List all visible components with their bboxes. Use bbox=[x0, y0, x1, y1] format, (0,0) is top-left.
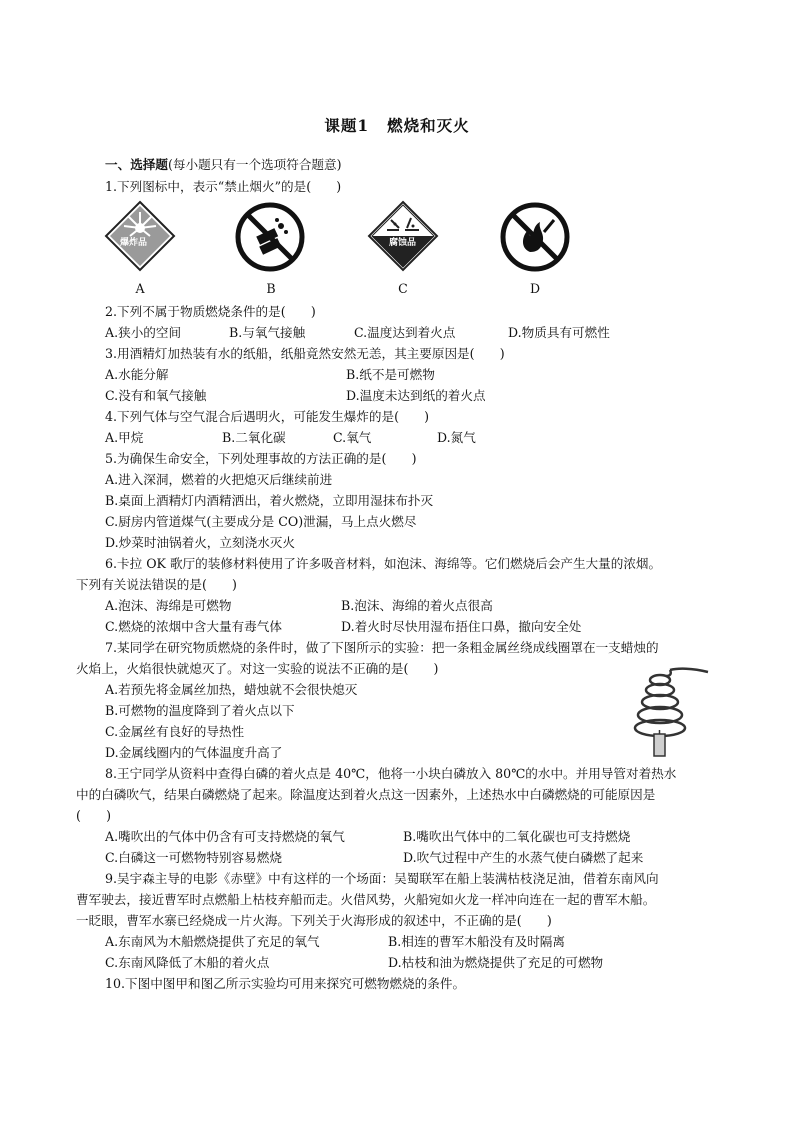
q8-option-d: D.吹气过程中产生的水蒸气使白磷燃了起来 bbox=[403, 850, 644, 865]
title-main: 课题1 bbox=[324, 116, 370, 135]
q4-stem: 4.下列气体与空气混合后遇明火，可能发生爆炸的是( ) bbox=[105, 409, 430, 424]
no-fire-sign-icon bbox=[500, 202, 570, 272]
coil-candle-illustration bbox=[632, 662, 712, 758]
q9-option-c: C.东南风降低了木船的着火点 bbox=[105, 955, 270, 970]
q8-option-b: B.嘴吹出气体中的二氧化碳也可支持燃烧 bbox=[403, 829, 631, 844]
q1-stem: 1.下列图标中，表示“禁止烟火”的是( ) bbox=[105, 179, 342, 194]
icon-c-letter: C bbox=[398, 281, 408, 296]
q6-option-c: C.燃烧的浓烟中含大量有毒气体 bbox=[105, 619, 282, 634]
q2-option-b: B.与氧气接触 bbox=[229, 325, 306, 340]
q2-option-c: C.温度达到着火点 bbox=[354, 325, 456, 340]
q4-option-c: C.氧气 bbox=[333, 430, 372, 445]
no-fireworks-sign-icon bbox=[235, 202, 305, 272]
icon-c-caption: 腐蚀品 bbox=[389, 238, 417, 248]
q7-stem-line1: 7.某同学在研究物质燃烧的条件时，做了下图所示的实验：把一条粗金属丝绕成线圈罩在一支蜡烛的 bbox=[105, 640, 659, 655]
q4-option-d: D.氮气 bbox=[437, 430, 476, 445]
icon-a-caption: 爆炸品 bbox=[120, 238, 148, 248]
q7-option-d: D.金属线圈内的气体温度升高了 bbox=[105, 745, 283, 760]
q7-option-a: A.若预先将金属丝加热，蜡烛就不会很快熄灭 bbox=[105, 682, 358, 697]
q3-option-a: A.水能分解 bbox=[105, 367, 169, 382]
page-title bbox=[0, 114, 794, 136]
q9-stem-line2: 曹军驶去，接近曹军时点燃船上枯枝弃船而走。火借风势，火船宛如火龙一样冲向连在一起的曹军木船。 bbox=[76, 892, 656, 907]
q5-option-b: B.桌面上酒精灯内酒精洒出，着火燃烧，立即用湿抹布扑灭 bbox=[105, 493, 434, 508]
q4-option-a: A.甲烷 bbox=[105, 430, 144, 445]
q9-stem-line1: 9.吴宇森主导的电影《赤壁》中有这样的一个场面：吴蜀联军在船上装满枯枝浇足油，借着东南风向 bbox=[105, 871, 659, 886]
q9-stem-line3: 一眨眼，曹军水寨已经烧成一片火海。下列关于火海形成的叙述中，不正确的是( ) bbox=[76, 913, 552, 928]
q2-option-d: D.物质具有可燃性 bbox=[508, 325, 610, 340]
q8-option-a: A.嘴吹出的气体中仍含有可支持燃烧的氧气 bbox=[105, 829, 345, 844]
q6-option-a: A.泡沫、海绵是可燃物 bbox=[105, 598, 232, 613]
section-label: 一、选择题 bbox=[105, 157, 168, 172]
q10-stem: 10.下图中图甲和图乙所示实验均可用来探究可燃物燃烧的条件。 bbox=[105, 976, 466, 991]
q3-option-d: D.温度未达到纸的着火点 bbox=[346, 388, 486, 403]
q9-option-a: A.东南风为木船燃烧提供了充足的氧气 bbox=[105, 934, 320, 949]
q2-stem: 2.下列不属于物质燃烧条件的是( ) bbox=[105, 304, 316, 319]
q5-option-d: D.炒菜时油锅着火，立刻浇水灭火 bbox=[105, 535, 295, 550]
q3-option-c: C.没有和氧气接触 bbox=[105, 388, 207, 403]
q5-stem: 5.为确保生命安全，下列处理事故的方法正确的是( ) bbox=[105, 451, 417, 466]
q6-stem-line2: 下列有关说法错误的是( ) bbox=[76, 577, 237, 592]
q6-option-b: B.泡沫、海绵的着火点很高 bbox=[341, 598, 493, 613]
q6-option-d: D.着火时尽快用湿布捂住口鼻，撤向安全处 bbox=[341, 619, 582, 634]
q3-option-b: B.纸不是可燃物 bbox=[346, 367, 435, 382]
q9-option-b: B.相连的曹军木船没有及时隔离 bbox=[388, 934, 565, 949]
q8-option-c: C.白磷这一可燃物特别容易燃烧 bbox=[105, 850, 282, 865]
q7-stem-line2: 火焰上，火焰很快就熄灭了。对这一实验的说法不正确的是( ) bbox=[76, 661, 439, 676]
q7-option-b: B.可燃物的温度降到了着火点以下 bbox=[105, 703, 295, 718]
icon-b-letter: B bbox=[266, 281, 276, 296]
section-heading bbox=[105, 156, 342, 174]
title-sub: 燃烧和灭火 bbox=[387, 116, 470, 135]
section-note: (每小题只有一个选项符合题意) bbox=[167, 157, 342, 172]
icon-a-letter: A bbox=[135, 281, 145, 296]
q7-option-c: C.金属丝有良好的导热性 bbox=[105, 724, 245, 739]
q8-stem-line2: 中的白磷吹气，结果白磷燃烧了起来。除温度达到着火点这一因素外，上述热水中白磷燃烧的可能原因是 bbox=[76, 787, 656, 802]
q3-stem: 3.用酒精灯加热装有水的纸船，纸船竟然安然无恙，其主要原因是( ) bbox=[105, 346, 505, 361]
q2-option-a: A.狭小的空间 bbox=[105, 325, 182, 340]
q5-option-a: A.进入深洞，燃着的火把熄灭后继续前进 bbox=[105, 472, 333, 487]
q8-stem-line3: ( ) bbox=[76, 808, 112, 823]
q9-option-d: D.枯枝和油为燃烧提供了充足的可燃物 bbox=[388, 955, 604, 970]
icon-d-letter: D bbox=[529, 281, 541, 296]
q4-option-b: B.二氧化碳 bbox=[222, 430, 286, 445]
q6-stem-line1: 6.卡拉 OK 歌厅的装修材料使用了许多吸音材料，如泡沫、海绵等。它们燃烧后会产生大量的浓烟。 bbox=[105, 556, 662, 571]
q5-option-c: C.厨房内管道煤气(主要成分是 CO)泄漏，马上点火燃尽 bbox=[105, 514, 417, 529]
q8-stem-line1: 8.王宁同学从资料中查得白磷的着火点是 40℃，他将一小块白磷放入 80℃的水中。并用导管对着热水 bbox=[105, 766, 677, 781]
